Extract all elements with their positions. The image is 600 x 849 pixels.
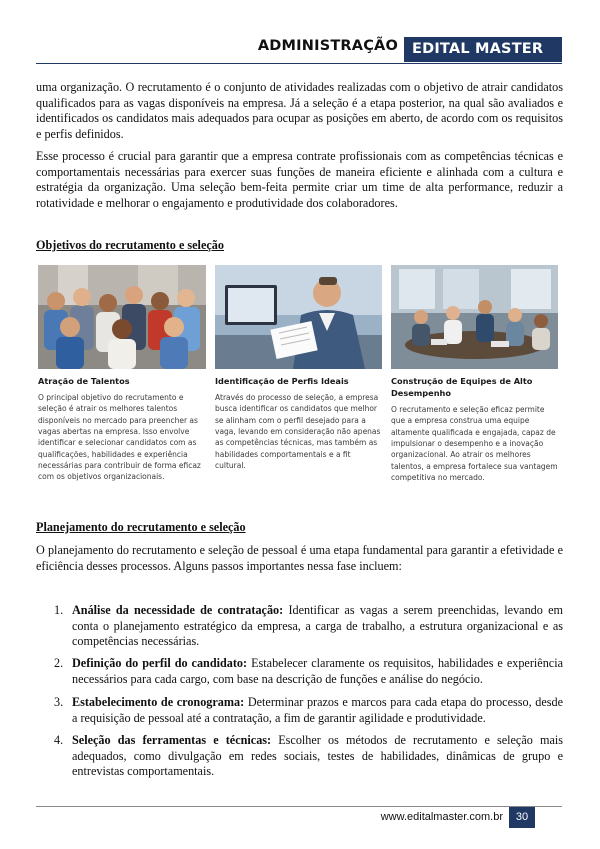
- list-label: Seleção das ferramentas e técnicas:: [72, 733, 272, 747]
- header-divider: [36, 63, 562, 64]
- card-body-high-performance-teams: O recrutamento e seleção eficaz permite que a empresa construa uma equipe altamente qualificada e engajada, capaz de impulsionar o desempenho e a inovação organizacional. Ao atrair os melhores talentos, a empresa fortalece sua vantagem competitiva no mercado.: [391, 405, 558, 483]
- card-title-high-performance-teams: Construção de Equipes de Alto Desempenho: [391, 376, 533, 398]
- page-number: 30: [509, 807, 535, 828]
- list-description: Identificar as vagas a serem preenchidas, levando em conta o planejamento estratégico da empresa, a carga de trabalho, a estrutura organizacional e as competências necessárias.: [72, 603, 563, 649]
- list-description: Estabelecer claramente os requisitos, habilidades e experiência necessários para cada cargo, com base na descrição de funções e análise do negócio.: [72, 656, 563, 686]
- profile-review-photo: [215, 265, 382, 369]
- list-number: 1.: [54, 603, 64, 617]
- card-title-ideal-profiles: Identificação de Perfis Ideais: [215, 376, 349, 386]
- intro-paragraph-1: uma organização. O recrutamento é o conjunto de atividades realizadas com o objetivo de atrair candidatos qualificados para as vagas disponíveis na empresa. Já a seleção é a etapa posterior, na qual são avaliados e identificados os candidatos mais adequados para ocupar as posições em aberto, de acordo com os requisitos e perfis definidos.: [36, 80, 563, 141]
- list-description: Determinar prazos e marcos para cada etapa do processo, desde a requisição de pessoal até a contratação, a fim de garantir agilidade e produtividade.: [72, 695, 563, 725]
- header-title: ADMINISTRAÇÃO: [257, 38, 398, 54]
- list-number: 3.: [54, 695, 64, 709]
- planning-intro: O planejamento do recrutamento e seleção de pessoal é uma etapa fundamental para garantir a efetividade e eficiência desses processos. Alguns passos importantes nessa fase incluem:: [36, 543, 563, 573]
- list-text: [72, 603, 563, 650]
- list-label: Estabelecimento de cronograma:: [72, 695, 245, 709]
- card-title-talent-attraction: Atração de Talentos: [38, 376, 130, 386]
- objectives-heading: Objetivos do recrutamento e seleção: [36, 238, 224, 252]
- list-text: [72, 695, 563, 726]
- footer-url: www.editalmaster.com.br: [380, 811, 503, 823]
- header-badge: EDITAL MASTER: [404, 37, 562, 62]
- intro-paragraph-2: Esse processo é crucial para garantir que a empresa contrate profissionais com as competências técnicas e comportamentais necessárias para exercer suas funções de maneira eficiente e alinhada com a cultura e estratégia da organização. Uma seleção bem-feita permite criar um time de alta performance, reduzir a rotatividade e melhorar o engajamento e produtividade dos colaboradores.: [36, 149, 563, 210]
- list-number: 2.: [54, 656, 64, 670]
- list-text: [72, 656, 563, 687]
- talent-group-photo: [38, 265, 206, 369]
- list-label: Definição do perfil do candidato:: [72, 656, 248, 670]
- list-description: Escolher os métodos de recrutamento e seleção mais adequados, como divulgação em redes sociais, testes de habilidades, dinâmicas de grupo e entrevistas comportamentais.: [72, 733, 563, 779]
- planning-heading: Planejamento do recrutamento e seleção: [36, 520, 246, 534]
- list-label: Análise da necessidade de contratação:: [72, 603, 284, 617]
- card-body-talent-attraction: O principal objetivo do recrutamento e seleção é atrair os melhores talentos disponíveis no mercado para preencher as vagas abertas na empresa. Isso envolve identificar e selecionar candidatos com as qualificações, habilidades e experiência necessárias para contribuir de forma eficaz com os objetivos organizacionais.: [38, 393, 201, 482]
- card-body-ideal-profiles: Através do processo de seleção, a empresa busca identificar os candidatos que melhor se alinham com o perfil desejado para a vaga, levando em consideração não apenas as competências técnicas, mas também as habilidades comportamentais e a fit cultural.: [215, 393, 381, 471]
- footer-divider: [36, 806, 562, 807]
- team-meeting-photo: [391, 265, 558, 369]
- list-text: [72, 733, 563, 780]
- list-number: 4.: [54, 733, 64, 747]
